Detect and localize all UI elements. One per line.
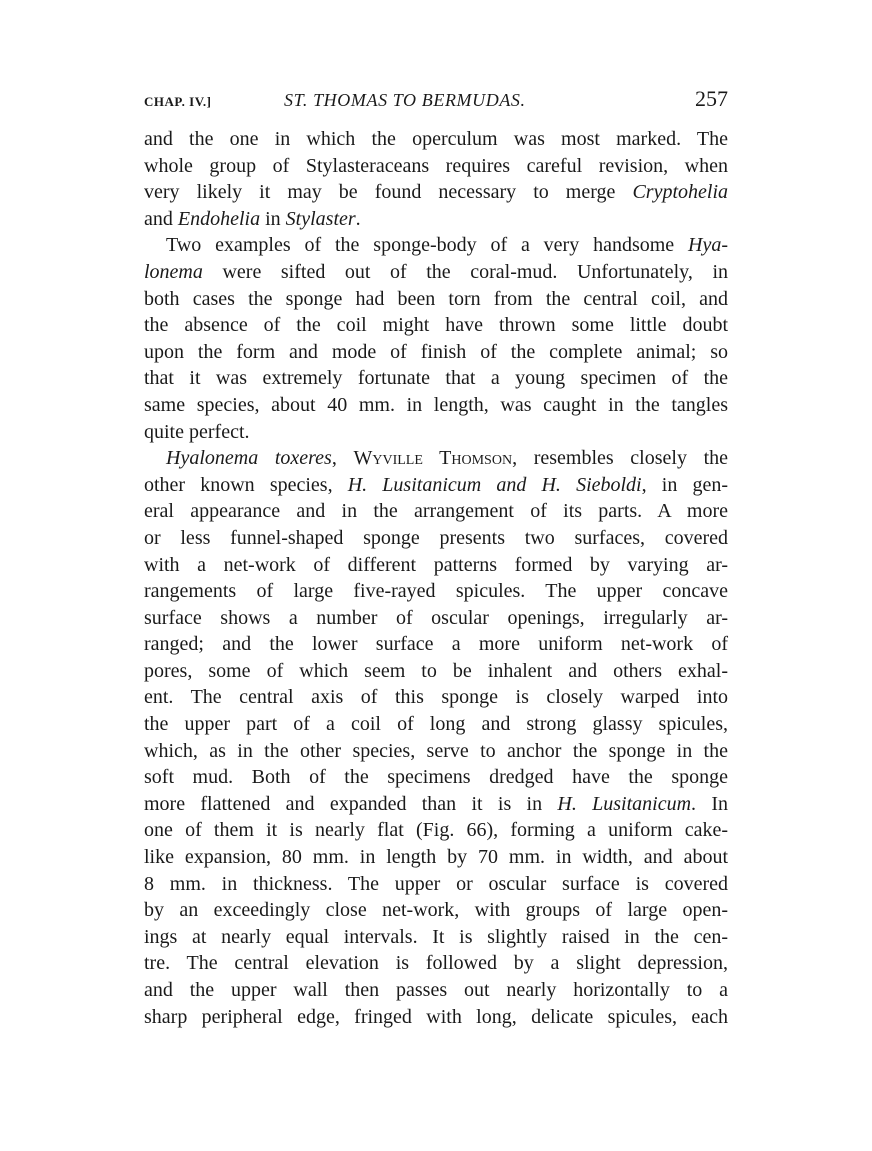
text-line [144, 924, 728, 951]
text-line [144, 179, 728, 206]
text-line [144, 286, 728, 313]
text-segment: one of them it is nearly flat (Fig. 66), forming a uniform cake- [144, 819, 728, 842]
italic-text: H. Lusitanicum and H. Sieboldi [347, 473, 642, 496]
text-segment: whole group of Stylasteraceans requires careful revision, when [144, 154, 728, 177]
text-segment: or less funnel-shaped sponge presents two surfaces, covered [144, 526, 728, 549]
text-line [144, 472, 728, 499]
text-segment: ings at nearly equal intervals. It is slightly raised in the cen- [144, 925, 728, 948]
small-caps-text: Wyville Thomson [353, 447, 513, 470]
text-line [144, 259, 728, 286]
italic-text: Stylaster [285, 207, 356, 230]
text-segment: quite perfect. [144, 420, 250, 443]
text-line [144, 498, 728, 525]
text-segment: that it was extremely fortunate that a young specimen of the [144, 367, 728, 390]
text-segment: both cases the sponge had been torn from the central coil, and [144, 287, 728, 310]
text-segment: Two examples of the sponge-body of a very handsome [166, 234, 689, 257]
running-header [144, 88, 728, 114]
text-line [144, 312, 728, 339]
italic-text: H. Lusitanicum [557, 792, 692, 815]
text-segment: , [331, 447, 354, 470]
text-segment: which, as in the other species, serve to anchor the sponge in the [144, 739, 728, 762]
italic-text: Endohelia [177, 207, 261, 230]
text-segment: surface shows a number of oscular openings, irregularly ar- [144, 606, 728, 629]
text-line [144, 392, 728, 419]
text-segment: and [144, 207, 178, 230]
text-segment: . In [691, 792, 728, 815]
text-segment: same species, about 40 mm. in length, was caught in the tangles [144, 393, 728, 416]
running-title: ST. THOMAS TO BERMUDAS. [284, 90, 526, 110]
text-segment: and the upper wall then passes out nearly horizontally to a [144, 979, 728, 1001]
text-segment: rangements of large five-rayed spicules. The upper concave [144, 580, 728, 603]
text-segment: , resembles closely the [512, 447, 729, 470]
text-line [144, 658, 728, 685]
text-segment: more flattened and expanded than it is in [144, 792, 558, 815]
text-segment: by an exceedingly close net-work, with groups of large open- [144, 899, 728, 922]
text-line [144, 126, 728, 153]
text-line [144, 578, 728, 605]
text-line [144, 365, 728, 392]
text-line [144, 764, 728, 791]
italic-text: Cryptohelia [632, 181, 728, 204]
text-line [144, 897, 728, 924]
text-segment: upon the form and mode of finish of the complete animal; so [144, 340, 728, 363]
text-segment: 8 mm. in thickness. The upper or oscular surface is covered [144, 872, 728, 895]
text-segment: soft mud. Both of the specimens dredged have the sponge [144, 766, 728, 789]
text-segment: the upper part of a coil of long and strong glassy spicules, [144, 713, 728, 736]
text-line [144, 153, 728, 180]
text-segment: , in gen- [641, 473, 728, 496]
text-segment: with a net-work of different patterns formed by varying ar- [144, 553, 728, 576]
italic-text: Hyalonema toxeres [166, 447, 332, 470]
text-line [144, 631, 728, 658]
italic-text: lonema [144, 260, 203, 283]
text-segment: ent. The central axis of this sponge is closely warped into [144, 686, 728, 709]
text-line [144, 525, 728, 552]
italic-text: Hya- [688, 234, 728, 257]
text-segment: in [260, 207, 286, 230]
text-line [144, 950, 728, 977]
text-line [144, 206, 728, 233]
text-line [144, 232, 728, 259]
body-text [144, 126, 728, 1030]
text-line [144, 605, 728, 632]
text-segment: the absence of the coil might have thrown some little doubt [144, 314, 728, 337]
text-line [144, 1004, 728, 1031]
text-line [144, 738, 728, 765]
text-segment: and the one in which the operculum was most marked. The [144, 128, 728, 150]
text-line [144, 684, 728, 711]
text-line [144, 844, 728, 871]
text-segment: ranged; and the lower surface a more uniform net-work of [144, 633, 728, 656]
chapter-label: CHAP. IV.] [144, 94, 212, 109]
page-number: 257 [695, 86, 728, 111]
text-line [144, 552, 728, 579]
text-line [144, 977, 728, 1004]
text-segment: eral appearance and in the arrangement of its parts. A more [144, 500, 728, 523]
text-segment: sharp peripheral edge, fringed with long, delicate spicules, each [144, 1005, 728, 1028]
text-segment: . [355, 207, 361, 230]
text-line [144, 445, 728, 472]
text-line [144, 817, 728, 844]
text-line [144, 339, 728, 366]
text-segment: pores, some of which seem to be inhalent and others exhal- [144, 659, 728, 682]
text-line [144, 791, 728, 818]
text-line [144, 711, 728, 738]
text-segment: tre. The central elevation is followed by a slight depression, [144, 952, 728, 975]
text-segment: very likely it may be found necessary to merge [144, 181, 633, 204]
text-line [144, 419, 728, 446]
text-line [144, 871, 728, 898]
text-segment: like expansion, 80 mm. in length by 70 mm. in width, and about [144, 846, 728, 869]
text-segment: other known species, [144, 473, 348, 496]
text-segment: were sifted out of the coral-mud. Unfortunately, in [202, 260, 728, 283]
